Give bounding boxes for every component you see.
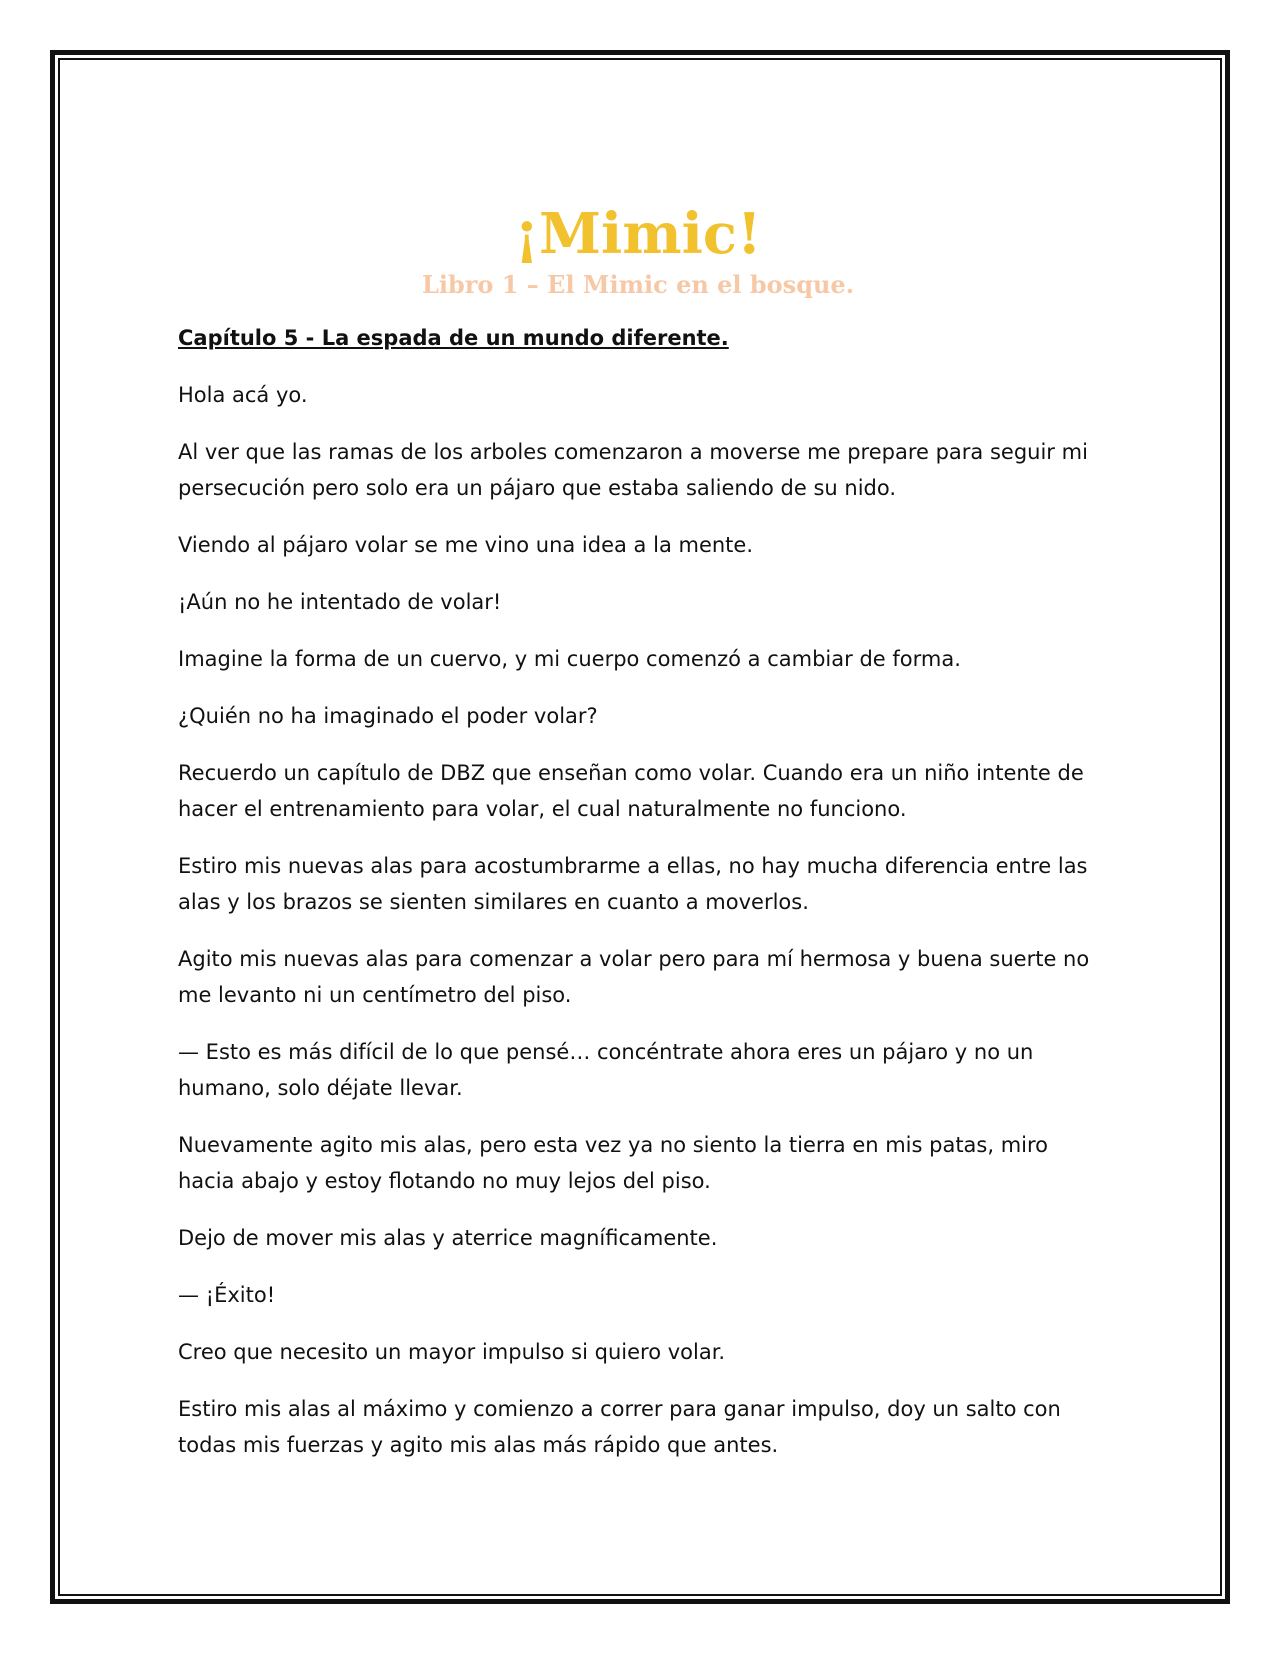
paragraph: Dejo de mover mis alas y aterrice magníficamente.: [178, 1226, 718, 1250]
paragraph: Creo que necesito un mayor impulso si quiero volar.: [178, 1340, 726, 1364]
paragraph: Agito mis nuevas alas para comenzar a volar pero para mí hermosa y buena suerte no me levanto ni un centímetro del piso.: [178, 947, 1090, 1007]
paragraph: Al ver que las ramas de los arboles comenzaron a moverse me prepare para seguir mi persecución pero solo era un pájaro que estaba saliendo de su nido.: [178, 440, 1088, 500]
paragraph: Nuevamente agito mis alas, pero esta vez ya no siento la tierra en mis patas, miro hacia abajo y estoy flotando no muy lejos del piso.: [178, 1133, 1049, 1193]
paragraph: — ¡Éxito!: [178, 1283, 276, 1307]
paragraph: ¿Quién no ha imaginado el poder volar?: [178, 704, 598, 728]
paragraph: — Esto es más difícil de lo que pensé… concéntrate ahora eres un pájaro y no un humano, solo déjate llevar.: [178, 1040, 1034, 1100]
book-subtitle: Libro 1 – El Mimic en el bosque.: [421, 270, 855, 299]
paragraph: Recuerdo un capítulo de DBZ que enseñan como volar. Cuando era un niño intente de hacer el entrenamiento para volar, el cual naturalmente no funciono.: [178, 761, 1084, 821]
chapter-heading: Capítulo 5 - La espada de un mundo diferente.: [178, 326, 729, 350]
paragraph: Hola acá yo.: [178, 383, 308, 407]
paragraph: ¡Aún no he intentado de volar!: [178, 590, 502, 614]
paragraph: Estiro mis nuevas alas para acostumbrarme a ellas, no hay mucha diferencia entre las alas y los brazos se sienten similares en cuanto a moverlos.: [178, 854, 1088, 914]
book-title: ¡Mimic!: [514, 201, 762, 267]
document-content: [178, 200, 1098, 1484]
paragraph: Viendo al pájaro volar se me vino una idea a la mente.: [178, 533, 753, 557]
paragraph: Estiro mis alas al máximo y comienzo a correr para ganar impulso, doy un salto con todas mis fuerzas y agito mis alas más rápido que antes.: [178, 1397, 1061, 1457]
paragraph: Imagine la forma de un cuervo, y mi cuerpo comenzó a cambiar de forma.: [178, 647, 961, 671]
